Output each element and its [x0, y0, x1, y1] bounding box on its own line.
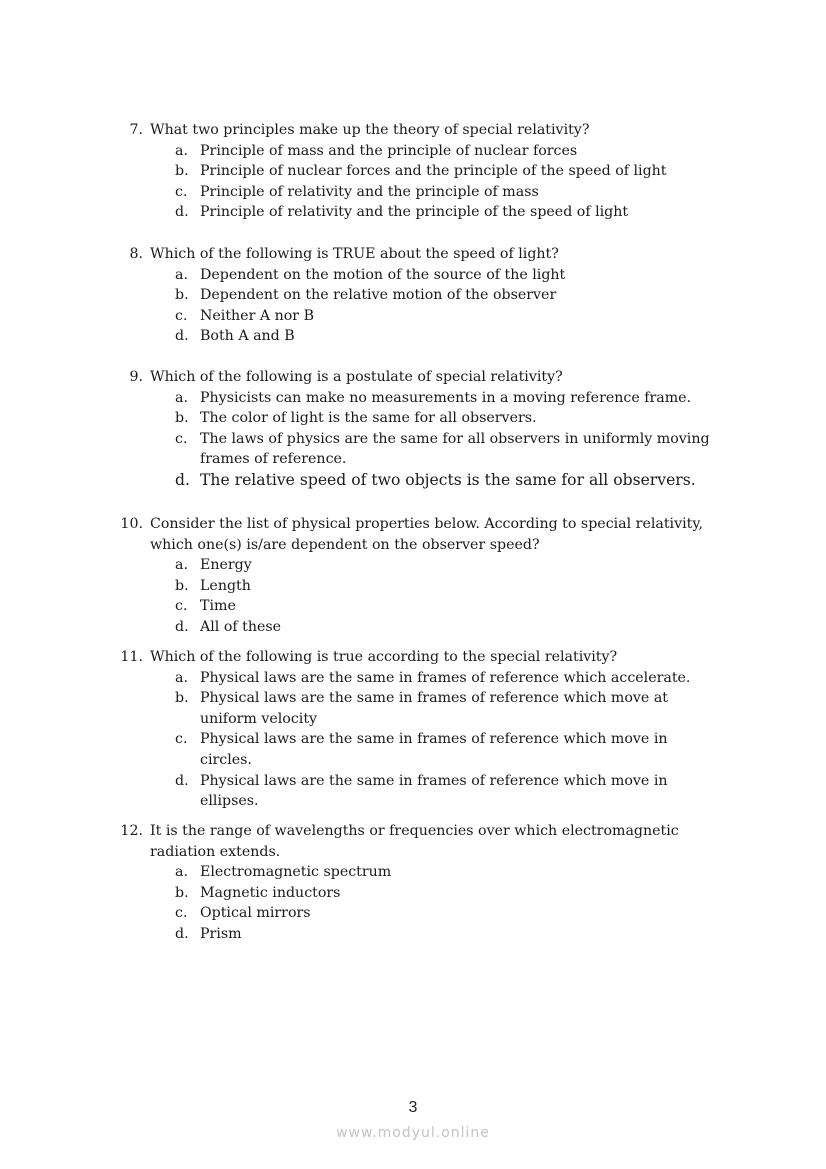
option-letter: c. — [175, 731, 188, 748]
option-c — [0, 429, 826, 450]
option-c — [0, 306, 826, 327]
option-text: Time — [200, 598, 236, 615]
option-letter: b. — [175, 884, 189, 901]
option-d — [0, 617, 826, 638]
page-number: 3 — [408, 1099, 418, 1116]
option-letter: b. — [175, 690, 189, 707]
option-text: Principle of relativity and the principle of mass — [200, 183, 539, 200]
option-c — [0, 729, 826, 750]
option-letter: a. — [175, 557, 188, 574]
option-c-continued — [0, 750, 826, 771]
option-a — [0, 862, 826, 883]
option-d-continued — [0, 791, 826, 812]
question-10 — [0, 514, 826, 638]
question-number: 9. — [129, 369, 143, 385]
option-a — [0, 141, 826, 162]
question-8 — [0, 244, 826, 347]
option-text: Electromagnetic spectrum — [200, 864, 392, 881]
option-c — [0, 182, 826, 203]
option-d — [0, 470, 826, 491]
question-number: 10. — [120, 516, 143, 532]
option-text: Principle of mass and the principle of nuclear forces — [200, 142, 578, 159]
option-letter: b. — [175, 287, 189, 304]
question-text: Which of the following is TRUE about the speed of light? — [150, 246, 559, 262]
option-text: Energy — [200, 557, 252, 574]
option-text: ellipses. — [200, 793, 259, 810]
question-9 — [0, 367, 826, 491]
option-text: Principle of relativity and the principle of the speed of light — [200, 204, 629, 221]
option-letter: a. — [175, 389, 188, 406]
option-text: Physical laws are the same in frames of reference which move in — [200, 731, 668, 748]
option-letter: c. — [175, 183, 188, 200]
option-b — [0, 883, 826, 904]
option-b-continued — [0, 709, 826, 730]
option-letter: b. — [175, 577, 189, 594]
option-d — [0, 326, 826, 347]
option-text: Both A and B — [200, 328, 295, 345]
question-11 — [0, 647, 826, 812]
watermark: www.modyul.online — [336, 1125, 490, 1141]
option-text: Dependent on the motion of the source of the light — [200, 266, 566, 283]
question-text: Which of the following is a postulate of special relativity? — [150, 369, 563, 385]
question-text: Consider the list of physical properties below. According to special relativity, — [150, 516, 703, 532]
option-a — [0, 388, 826, 409]
option-letter: a. — [175, 864, 188, 881]
option-text: Dependent on the relative motion of the observer — [200, 287, 557, 304]
option-letter: a. — [175, 266, 188, 283]
question-number: 8. — [129, 246, 143, 262]
question-text: which one(s) is/are dependent on the observer speed? — [150, 536, 540, 553]
question-number: 7. — [129, 122, 143, 138]
option-text: uniform velocity — [200, 710, 318, 727]
option-letter: d. — [175, 470, 190, 489]
option-b — [0, 285, 826, 306]
option-c — [0, 596, 826, 617]
option-letter: a. — [175, 669, 188, 686]
option-text: Magnetic inductors — [200, 884, 341, 901]
question-line — [0, 367, 826, 388]
option-b — [0, 161, 826, 182]
option-text: Principle of nuclear forces and the principle of the speed of light — [200, 163, 667, 180]
option-a — [0, 265, 826, 286]
question-line-continued — [0, 842, 826, 863]
question-line — [0, 821, 826, 842]
option-text: Physical laws are the same in frames of reference which move in — [200, 772, 668, 789]
question-text: It is the range of wavelengths or frequencies over which electromagnetic — [150, 823, 679, 839]
option-a — [0, 668, 826, 689]
option-text: Physical laws are the same in frames of reference which accelerate. — [200, 669, 691, 686]
option-text: Optical mirrors — [200, 905, 311, 922]
option-letter: b. — [175, 163, 189, 180]
option-letter: d. — [175, 772, 189, 789]
question-text: radiation extends. — [150, 843, 281, 860]
question-text: Which of the following is true according to the special relativity? — [150, 649, 618, 665]
option-b — [0, 408, 826, 429]
option-a — [0, 555, 826, 576]
option-letter: b. — [175, 410, 189, 427]
option-c — [0, 903, 826, 924]
option-text: Physicists can make no measurements in a moving reference frame. — [200, 389, 692, 406]
option-letter: d. — [175, 204, 189, 221]
option-b — [0, 688, 826, 709]
option-letter: d. — [175, 925, 189, 942]
option-letter: c. — [175, 430, 188, 447]
option-text: frames of reference. — [200, 451, 347, 468]
option-b — [0, 576, 826, 597]
option-text: Physical laws are the same in frames of reference which move at — [200, 690, 668, 707]
question-number: 12. — [120, 823, 143, 839]
question-line — [0, 647, 826, 668]
option-text: The relative speed of two objects is the same for all observers. — [200, 470, 696, 489]
option-d — [0, 202, 826, 223]
question-12 — [0, 821, 826, 945]
option-text: All of these — [200, 618, 282, 635]
question-7 — [0, 120, 826, 223]
option-c-continued — [0, 449, 826, 470]
option-d — [0, 924, 826, 945]
option-text: Prism — [200, 925, 242, 942]
option-text: circles. — [200, 751, 252, 768]
option-letter: c. — [175, 598, 188, 615]
option-text: Neither A nor B — [200, 307, 315, 324]
option-d — [0, 771, 826, 792]
question-line — [0, 120, 826, 141]
question-line-continued — [0, 535, 826, 556]
question-line — [0, 514, 826, 535]
question-text: What two principles make up the theory of special relativity? — [150, 122, 590, 138]
option-letter: a. — [175, 142, 188, 159]
option-letter: c. — [175, 307, 188, 324]
option-letter: d. — [175, 328, 189, 345]
question-line — [0, 244, 826, 265]
option-text: The color of light is the same for all observers. — [200, 410, 537, 427]
option-text: The laws of physics are the same for all observers in uniformly moving — [200, 430, 710, 447]
option-text: Length — [200, 577, 251, 594]
question-number: 11. — [120, 649, 143, 665]
option-letter: c. — [175, 905, 188, 922]
option-letter: d. — [175, 618, 189, 635]
